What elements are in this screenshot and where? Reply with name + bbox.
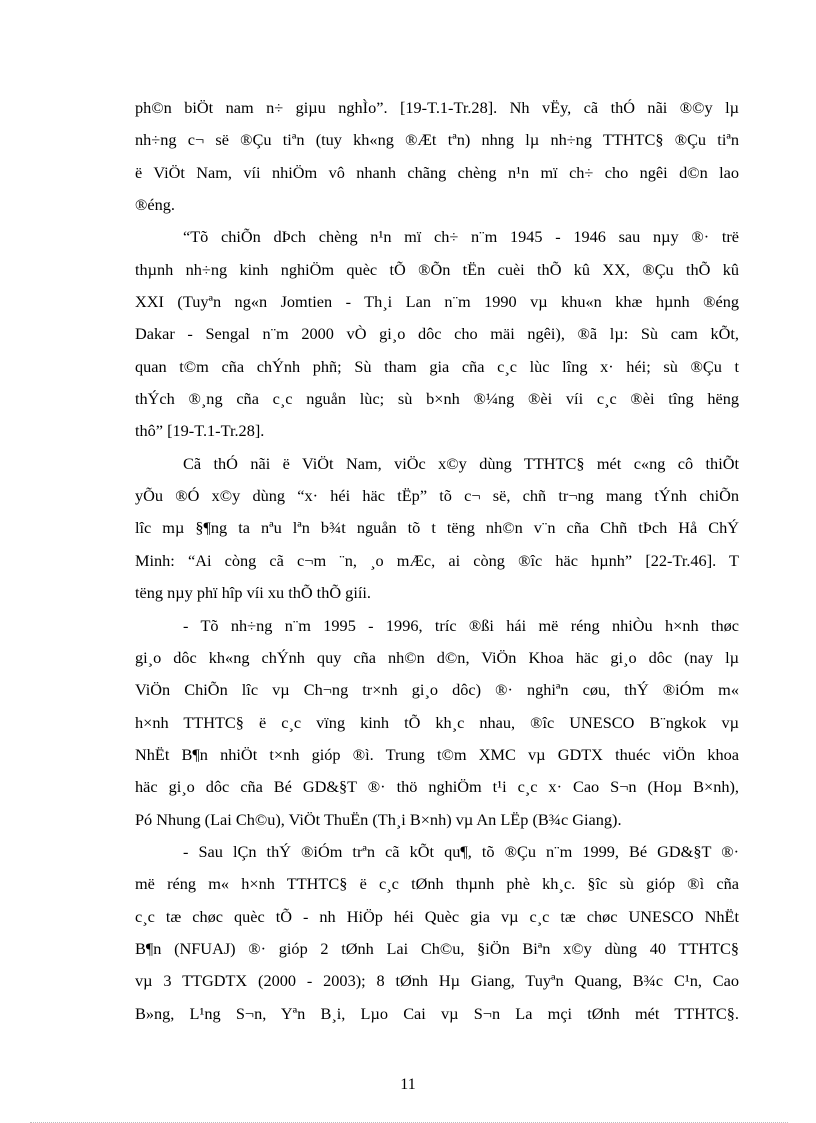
text-line: thÝch ®¸ng cña c¸c nguån lùc; sù b×nh ®¼ng ®èi víi c¸c ®èi tîng hëng [135, 389, 739, 409]
text-line: h×nh TTHTC§ ë c¸c vïng kinh tÕ kh¸c nhau, ®îc UNESCO B¨ngkok vµ [135, 712, 739, 732]
text-line: quan t©m cña chÝnh phñ; Sù tham gia cña c¸c lùc lîng x· héi; sù ®Çu t [135, 356, 739, 376]
text-line: yÕu ®Ó x©y dùng “x· héi häc tËp” tõ c¬ së, chñ tr¬ng mang tÝnh chiÕn [135, 486, 739, 506]
text-line: “Tõ chiÕn dÞch chèng n¹n mï ch÷ n¨m 1945 - 1946 sau nµy ®· trë [183, 227, 739, 247]
text-line: c¸c tæ chøc quèc tÕ - nh HiÖp héi Quèc gia vµ c¸c tæ chøc UNESCO NhËt [135, 906, 739, 926]
text-line: B»ng, L¹ng S¬n, Yªn B¸i, Lµo Cai vµ S¬n La mçi tØnh mét TTHTC§. [135, 1003, 739, 1023]
text-line: NhËt B¶n nhiÖt t×nh gióp ®ì. Trung t©m XMC vµ GDTX thuéc viÖn khoa [135, 744, 739, 764]
text-line: Dakar - Sengal n¨m 2000 vÒ gi¸o dôc cho mäi ngêi), ®ã lµ: Sù cam kÕt, [135, 324, 739, 344]
text-line: gi¸o dôc kh«ng chÝnh quy cña nh©n d©n, ViÖn Khoa häc gi¸o dôc (nay lµ [135, 647, 739, 667]
text-line: Cã thÓ nãi ë ViÖt Nam, viÖc x©y dùng TTHTC§ mét c«ng cô thiÕt [183, 453, 739, 473]
page-number: 11 [400, 1076, 416, 1093]
text-line: thµnh nh÷ng kinh nghiÖm quèc tÕ ®Õn tËn cuèi thÕ kû XX, ®Çu thÕ kû [135, 259, 739, 279]
text-line: ph©n biÖt nam n÷ giµu nghÌo”. [19-T.1-Tr.28]. Nh vËy, cã thÓ nãi ®©y lµ [135, 98, 739, 117]
text-line: ®éng. [135, 195, 175, 215]
text-line: - Sau lÇn thÝ ®iÓm trªn cã kÕt qu¶, tõ ®Çu n¨m 1999, Bé GD&§T ®· [183, 841, 739, 861]
text-line: XXI (Tuyªn ng«n Jomtien - Th¸i Lan n¨m 1990 vµ khu«n khæ hµnh ®éng [135, 292, 739, 312]
text-line: B¶n (NFUAJ) ®· gióp 2 tØnh Lai Ch©u, §iÖn Biªn x©y dùng 40 TTHTC§ [135, 938, 739, 958]
text-line: tëng nµy phï hîp víi xu thÕ thÕ giíi. [135, 583, 371, 603]
text-line: lîc mµ §¶ng ta nªu lªn b¾t nguån tõ t tëng nh©n v¨n cña Chñ tÞch Hå ChÝ [135, 518, 739, 538]
text-line: ViÖn ChiÕn lîc vµ Ch¬ng tr×nh gi¸o dôc) ®· nghiªn cøu, thÝ ®iÓm m« [135, 680, 739, 700]
text-line: thô” [19-T.1-Tr.28]. [135, 421, 265, 441]
text-line: Pó Nhung (Lai Ch©u), ViÖt ThuËn (Th¸i B×nh) vµ An LËp (B¾c Giang). [135, 809, 622, 829]
text-line: ë ViÖt Nam, víi nhiÖm vô nhanh chãng chèng n¹n mï ch÷ cho ngêi d©n lao [135, 162, 739, 182]
text-line: häc gi¸o dôc cña Bé GD&§T ®· thö nghiÖm t¹i c¸c x· Cao S¬n (Hoµ B×nh), [135, 777, 739, 797]
text-line: - Tõ nh÷ng n¨m 1995 - 1996, tríc ®ßi hái më réng nhiÒu h×nh thøc [183, 615, 739, 635]
body-text [135, 92, 739, 1030]
text-line: vµ 3 TTGDTX (2000 - 2003); 8 tØnh Hµ Giang, Tuyªn Quang, B¾c C¹n, Cao [135, 971, 739, 991]
text-line: më réng m« h×nh TTHTC§ ë c¸c tØnh thµnh phè kh¸c. §îc sù gióp ®ì cña [135, 874, 739, 894]
text-line: Minh: “Ai còng cã c¬m ¨n, ¸o mÆc, ai còng ®îc häc hµnh” [22-Tr.46]. T [135, 550, 739, 570]
text-line: nh÷ng c¬ së ®Çu tiªn (tuy kh«ng ®Æt tªn) nhng lµ nh÷ng TTHTC§ ®Çu tiªn [135, 130, 739, 150]
